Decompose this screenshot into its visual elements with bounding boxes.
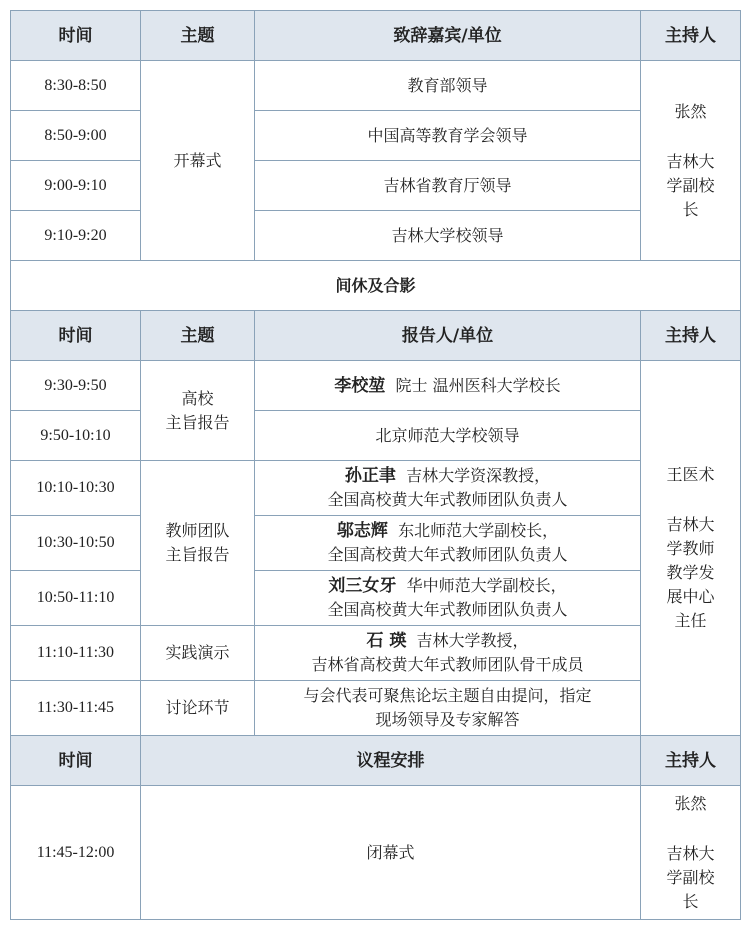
col-time-header: 时间: [11, 736, 141, 786]
col-host-header: 主持人: [641, 736, 741, 786]
speaker-cell: [255, 571, 641, 626]
topic-line: 高校: [181, 388, 214, 408]
host-title-line: 吉林大: [666, 151, 715, 171]
guest-cell: 吉林大学校领导: [255, 211, 641, 261]
time-cell: 8:30-8:50: [11, 61, 141, 111]
col-time-header: 时间: [11, 11, 141, 61]
time-cell: 11:10-11:30: [11, 626, 141, 681]
col-speakers-header: 报告人/单位: [255, 311, 641, 361]
guest-cell: 中国高等教育学会领导: [255, 111, 641, 161]
closing-cell: 闭幕式: [141, 786, 641, 920]
time-cell: 11:30-11:45: [11, 681, 141, 736]
speaker-cell: [255, 516, 641, 571]
table-row: [11, 111, 741, 161]
topic-line: 主旨报告: [165, 412, 230, 432]
table-row: [11, 61, 741, 111]
header-row-3: [11, 736, 741, 786]
host-title-line: 吉林大: [666, 515, 715, 534]
host-cell: [641, 61, 741, 261]
table-row: [11, 786, 741, 920]
speaker-cell: [255, 681, 641, 736]
speaker-desc-line2: 全国高校黄大年式教师团队负责人: [327, 600, 568, 619]
topic-cell: [141, 461, 255, 626]
speaker-desc: 吉林大学资深教授，: [406, 466, 551, 485]
speaker-name: 李校堃: [334, 375, 386, 396]
table-row: [11, 411, 741, 461]
host-title-line: 主任: [674, 611, 707, 630]
time-cell: 10:50-11:10: [11, 571, 141, 626]
time-cell: 11:45-12:00: [11, 786, 141, 920]
table-row: [11, 571, 741, 626]
host-name: 王医术: [666, 465, 715, 484]
topic-line: 教师团队: [165, 521, 230, 540]
speaker-name: 邬志辉: [336, 521, 388, 541]
host-title-line: 长: [682, 891, 699, 911]
speaker-name: 刘三女牙: [328, 576, 397, 596]
host-title-line: 学教师: [666, 539, 715, 558]
agenda-table: [10, 10, 741, 920]
topic-cell: 实践演示: [141, 626, 255, 681]
table-row: [11, 516, 741, 571]
speaker-name: 孙正聿: [344, 466, 396, 486]
topic-cell: 讨论环节: [141, 681, 255, 736]
col-host-header: 主持人: [641, 11, 741, 61]
table-row: [11, 211, 741, 261]
speaker-desc: 院士 温州医科大学校长: [395, 375, 561, 395]
col-agenda-header: 议程安排: [141, 736, 641, 786]
time-cell: 9:50-10:10: [11, 411, 141, 461]
table-row: [11, 681, 741, 736]
table-row: [11, 361, 741, 411]
host-title-line: 教学发: [666, 563, 715, 582]
time-cell: 10:10-10:30: [11, 461, 141, 516]
speaker-cell: 北京师范大学校领导: [255, 411, 641, 461]
host-cell: [641, 361, 741, 736]
time-cell: 9:10-9:20: [11, 211, 141, 261]
time-cell: 8:50-9:00: [11, 111, 141, 161]
host-title-line: 学副校: [666, 175, 715, 195]
host-name: 张然: [674, 101, 707, 121]
table-row: [11, 161, 741, 211]
time-cell: 9:30-9:50: [11, 361, 141, 411]
speaker-desc: 华中师范大学副校长，: [406, 576, 567, 595]
col-speakers-header: 致辞嘉宾/单位: [255, 11, 641, 61]
time-cell: 9:00-9:10: [11, 161, 141, 211]
host-title-line: 展中心: [666, 587, 715, 606]
host-title-line: 长: [682, 199, 699, 219]
guest-cell: 教育部领导: [255, 61, 641, 111]
time-cell: 10:30-10:50: [11, 516, 141, 571]
host-cell: [641, 786, 741, 920]
speaker-cell: [255, 361, 641, 411]
guest-cell: 吉林省教育厅领导: [255, 161, 641, 211]
break-row: [11, 261, 741, 311]
host-title-line: 吉林大: [666, 843, 715, 863]
table-row: [11, 626, 741, 681]
col-topic-header: 主题: [141, 11, 255, 61]
break-label: 间休及合影: [11, 261, 741, 311]
speaker-desc: 吉林大学教授，: [416, 631, 529, 650]
speaker-desc: 东北师范大学副校长，: [398, 521, 559, 540]
host-title-line: 学副校: [666, 867, 715, 887]
speaker-cell: [255, 461, 641, 516]
speaker-cell: [255, 626, 641, 681]
header-row-2: [11, 311, 741, 361]
header-row-1: [11, 11, 741, 61]
topic-line: 主旨报告: [165, 545, 230, 564]
speaker-desc: 与会代表可聚焦论坛主题自由提问，指定: [303, 686, 592, 705]
speaker-desc-line2: 吉林省高校黄大年式教师团队骨干成员: [311, 655, 584, 674]
speaker-desc-line2: 现场领导及专家解答: [375, 710, 520, 729]
col-time-header: 时间: [11, 311, 141, 361]
col-topic-header: 主题: [141, 311, 255, 361]
speaker-name: 石 瑛: [366, 631, 407, 651]
table-row: [11, 461, 741, 516]
topic-cell: 开幕式: [141, 61, 255, 261]
host-name: 张然: [674, 793, 707, 813]
topic-cell: [141, 361, 255, 461]
speaker-desc-line2: 全国高校黄大年式教师团队负责人: [327, 490, 568, 509]
col-host-header: 主持人: [641, 311, 741, 361]
speaker-desc-line2: 全国高校黄大年式教师团队负责人: [327, 545, 568, 564]
